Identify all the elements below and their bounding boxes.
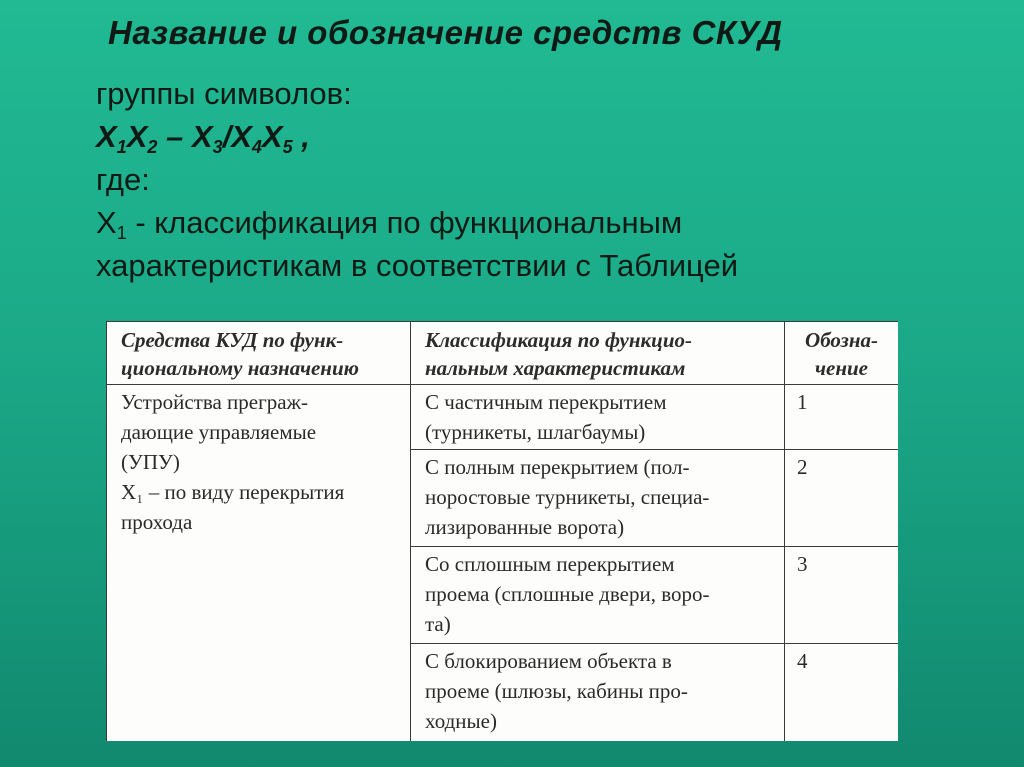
formula-sub-2: 2 <box>147 137 158 157</box>
formula-part-3: – X <box>157 119 213 154</box>
formula-part-6: , <box>292 119 310 154</box>
formula-sub-1: 1 <box>116 137 127 157</box>
table-row <box>107 385 899 450</box>
classification-cell: С частичным перекрытием (турникеты, шлагбаумы) <box>411 385 785 450</box>
code-cell: 3 <box>785 547 899 644</box>
x1-subscript: 1 <box>116 223 127 243</box>
x1-definition <box>96 201 996 244</box>
table-header-row <box>107 322 899 385</box>
x1-description-continued: характеристикам в соответствии с Таблицей <box>96 248 739 283</box>
code-cell: 4 <box>785 644 899 742</box>
groups-label: группы символов: <box>96 76 352 111</box>
formula-sub-3: 3 <box>212 137 223 157</box>
where-label: где: <box>96 162 150 197</box>
slide-title: Название и обозначение средств СКУД <box>108 14 783 51</box>
classification-cell: С блокированием объекта в проеме (шлюзы, кабины про- ходные) <box>411 644 785 742</box>
formula-sub-4: 4 <box>251 137 262 157</box>
code-cell: 1 <box>785 385 899 450</box>
slide-body <box>96 72 996 287</box>
formula-part-5: X <box>261 119 283 154</box>
x1-description: - классификация по функциональным <box>126 205 683 240</box>
header-purpose: Средства КУД по функ- циональному назначению <box>107 322 411 385</box>
classification-cell: С полным перекрытием (пол- норостовые турникеты, специа- лизированные ворота) <box>411 450 785 547</box>
classification-cell: Со сплошным перекрытием проема (сплошные двери, воро- та) <box>411 547 785 644</box>
formula-sub-5: 5 <box>282 137 293 157</box>
formula-part-4: /X <box>222 119 252 154</box>
formula-part-2: X <box>126 119 148 154</box>
classification-table-image <box>106 321 898 741</box>
classification-table <box>106 321 898 741</box>
header-classification: Классификация по функцио- нальным характеристикам <box>411 322 785 385</box>
formula-part-1: X <box>96 119 117 154</box>
header-code: Обозна- чение <box>785 322 899 385</box>
device-type-cell: Устройства преграж- дающие управляемые (УПУ) X₁ – по виду перекрытия прохода <box>107 385 411 742</box>
x1-symbol: X <box>96 205 117 240</box>
symbol-formula <box>96 115 996 158</box>
code-cell: 2 <box>785 450 899 547</box>
